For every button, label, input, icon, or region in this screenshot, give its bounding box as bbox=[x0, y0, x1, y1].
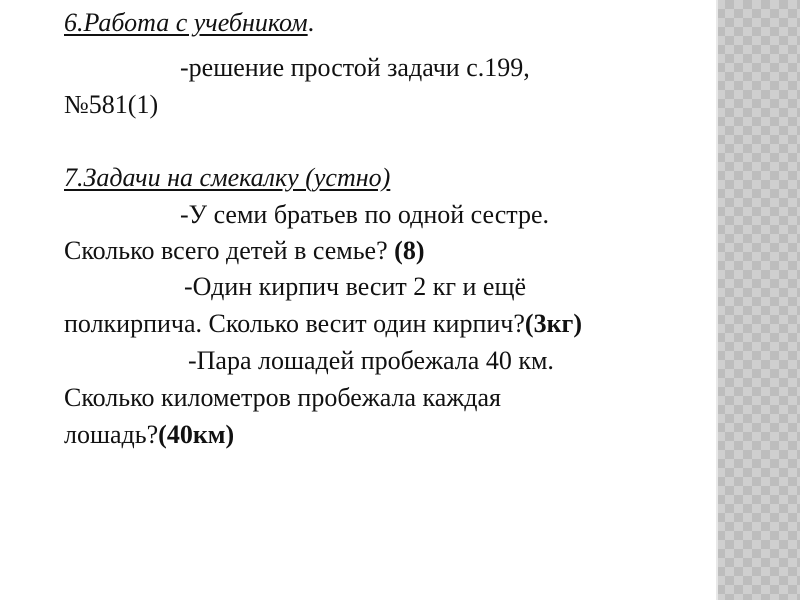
section6-heading: 6.Работа с учебником bbox=[64, 8, 308, 37]
section6-heading-period: . bbox=[307, 8, 315, 37]
question1-answer: (8) bbox=[394, 236, 425, 265]
question1-text: Сколько всего детей в семье? bbox=[64, 236, 395, 265]
question3-line3 bbox=[64, 420, 234, 450]
question2-line1: -Один кирпич весит 2 кг и ещё bbox=[184, 272, 527, 301]
question3-line1: -Пара лошадей пробежала 40 км. bbox=[188, 346, 554, 375]
question1-line1: -У семи братьев по одной сестре. bbox=[180, 200, 549, 229]
section7-heading: 7.Задачи на смекалку (устно) bbox=[64, 163, 391, 192]
section7-heading-line bbox=[64, 163, 390, 193]
question2-answer: (3кг) bbox=[524, 309, 583, 338]
question3-line2: Сколько километров пробежала каждая bbox=[64, 383, 501, 412]
question2-line2 bbox=[64, 309, 582, 339]
decorative-side-pattern bbox=[716, 0, 800, 600]
section6-task-line2: №581(1) bbox=[64, 90, 159, 119]
question3-answer: (40км) bbox=[158, 420, 235, 449]
question2-text: полкирпича. Сколько весит один кирпич? bbox=[64, 309, 525, 338]
question3-text: лошадь? bbox=[64, 420, 159, 449]
section6-heading-line bbox=[64, 8, 314, 38]
question1-line2 bbox=[64, 236, 424, 266]
section6-task-line1: -решение простой задачи с.199, bbox=[180, 53, 530, 82]
